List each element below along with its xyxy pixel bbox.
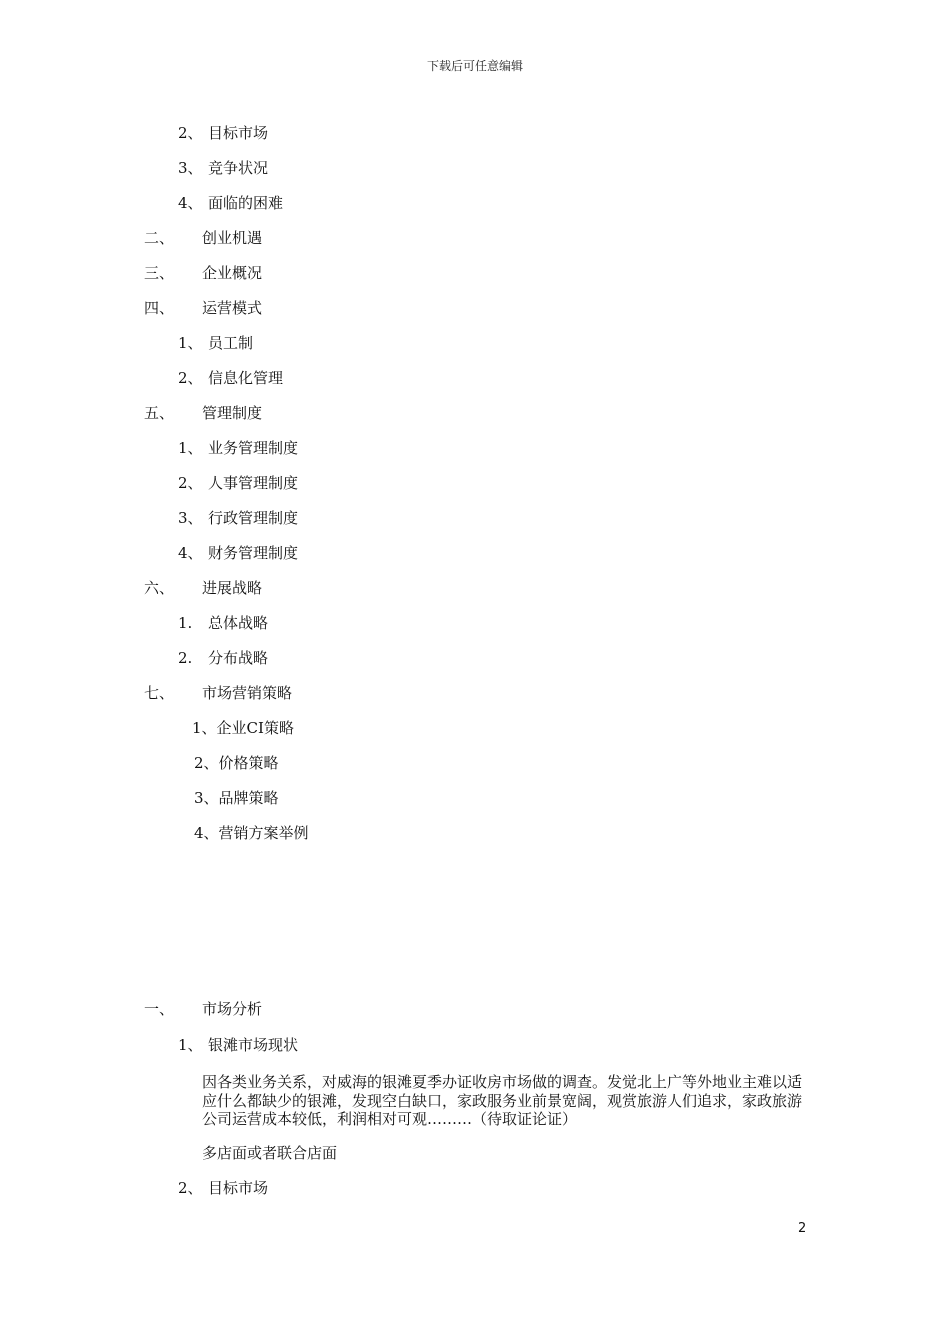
body-paragraph: 因各类业务关系，对威海的银滩夏季办证收房市场做的调查。发觉北上广等外地业主难以适应什么都缺少的银滩，发现空白缺口，家政服务业前景宽阔，观赏旅游人们追求，家政旅游公司运营成本较低，利润相对可观………（待取证论证） [202,1073,803,1128]
toc-item [178,194,283,212]
toc-number: 2. [178,649,193,667]
section-title: 市场分析 [202,1000,263,1018]
toc-item: 4、营销方案举例 [194,824,309,842]
toc-number: 1、 [178,334,203,352]
subsection-number: 2、 [178,1179,203,1197]
toc-number: 六、 [144,579,175,597]
subsection-title: 银滩市场现状 [208,1036,299,1054]
toc-item [144,579,262,597]
toc-label: 竞争状况 [208,159,269,177]
toc-number: 1、 [178,439,203,457]
subsection-number: 1、 [178,1036,203,1054]
toc-item [178,509,298,527]
toc-label: 总体战略 [208,614,269,632]
subsection-title: 目标市场 [208,1179,269,1197]
toc-label: 目标市场 [208,124,269,142]
toc-label: 财务管理制度 [208,544,299,562]
toc-label: 行政管理制度 [208,509,299,527]
toc-item [178,544,298,562]
toc-number: 三、 [144,264,175,282]
toc-item [178,369,283,387]
toc-label: 市场营销策略 [202,684,293,702]
toc-number: 四、 [144,299,175,317]
toc-item [144,684,292,702]
toc-item [178,649,268,667]
subsection-heading [178,1036,298,1054]
toc-number: 4、 [178,544,203,562]
toc-item: 1、企业CI策略 [192,719,294,737]
toc-label: 员工制 [208,334,254,352]
toc-number: 3、 [178,509,203,527]
toc-item [178,334,253,352]
toc-label: 人事管理制度 [208,474,299,492]
subsection-heading [178,1179,268,1197]
page-number: 2 [798,1221,807,1236]
toc-label: 管理制度 [202,404,263,422]
toc-item [178,159,268,177]
toc-item [144,299,262,317]
toc-number: 七、 [144,684,175,702]
toc-label: 企业概况 [202,264,263,282]
toc-number: 2、 [178,474,203,492]
toc-number: 2、 [178,124,203,142]
toc-number: 二、 [144,229,175,247]
toc-label: 运营模式 [202,299,263,317]
toc-label: 面临的困难 [208,194,284,212]
section-number: 一、 [144,1000,175,1018]
toc-item [178,439,298,457]
toc-item [178,474,298,492]
toc-item [144,404,262,422]
toc-item: 3、品牌策略 [194,789,279,807]
page-header: 下载后可任意编辑 [426,59,523,73]
toc-label: 业务管理制度 [208,439,299,457]
toc-item [144,264,262,282]
toc-number: 五、 [144,404,175,422]
toc-label: 信息化管理 [208,369,284,387]
toc-item [144,229,262,247]
toc-number: 1. [178,614,193,632]
section-heading [144,1000,262,1018]
toc-label: 创业机遇 [202,229,263,247]
toc-number: 3、 [178,159,203,177]
toc-item: 2、价格策略 [194,754,279,772]
toc-number: 4、 [178,194,203,212]
toc-item [178,124,268,142]
toc-number: 2、 [178,369,203,387]
toc-label: 进展战略 [202,579,263,597]
toc-label: 分布战略 [208,649,269,667]
toc-item [178,614,268,632]
body-note: 多店面或者联合店面 [202,1144,338,1162]
